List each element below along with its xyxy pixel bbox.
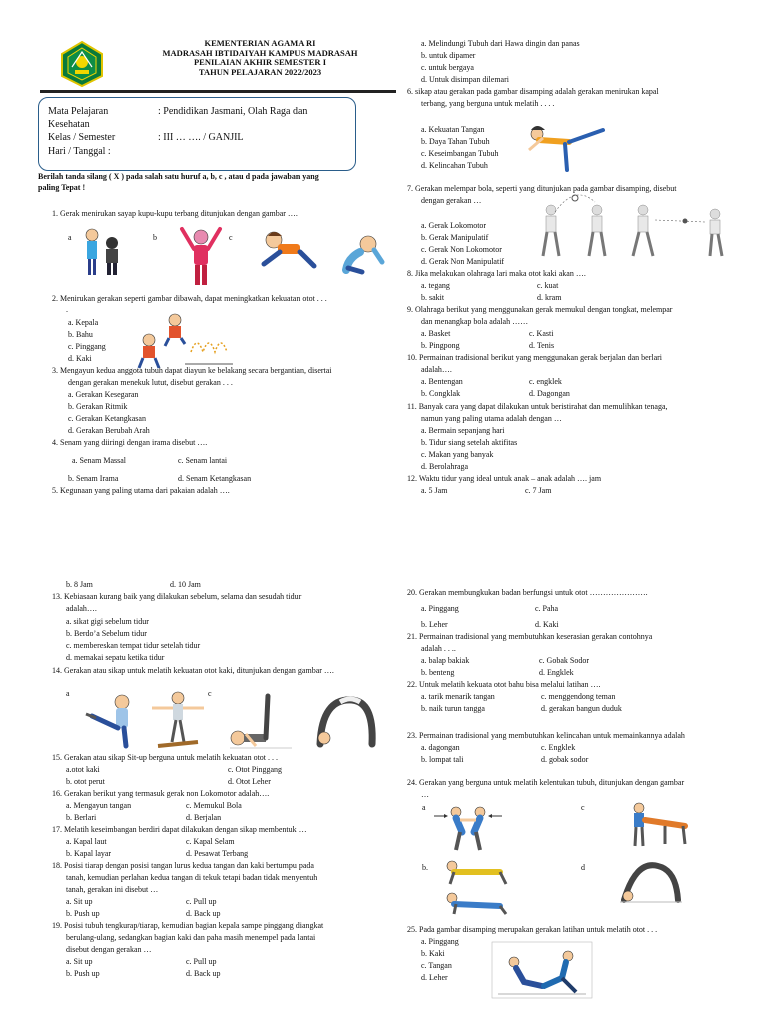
instruction-line-1: Berilah tanda silang ( X ) pada salah satu huruf a, b, c , atau d pada jawaban yang bbox=[38, 172, 319, 181]
option-line: d. memakai sepatu ketika tidur bbox=[66, 653, 165, 662]
option-line: c. Gobak Sodor bbox=[539, 656, 589, 665]
q1-figure-d bbox=[338, 228, 386, 276]
question-line: 17. Melatih keseimbangan berdiri dapat dilakukan dengan sikap membentuk … bbox=[52, 825, 307, 834]
option-line: d. Otot Leher bbox=[228, 777, 271, 786]
question-line: 14. Gerakan atau sikap untuk melatih kekuatan otot kaki, ditunjukan dengan gambar …. bbox=[52, 666, 334, 675]
option-line: d. Tenis bbox=[529, 341, 555, 350]
option-line: c. Pinggang bbox=[68, 342, 106, 351]
question-line: adalah . . .. bbox=[421, 644, 456, 653]
question-line: namun yang paling utama adalah dengan … bbox=[421, 414, 562, 423]
option-line: a. Kekuatan Tangan bbox=[421, 125, 485, 134]
question-line: . bbox=[66, 305, 68, 314]
question-line: dengan gerakan … bbox=[421, 196, 482, 205]
fig-label: a bbox=[422, 803, 426, 812]
option-line: b. Berlari bbox=[66, 813, 97, 822]
question-line: … bbox=[421, 790, 429, 799]
option-line: a. dagongan bbox=[421, 743, 460, 752]
option-line: d. gobak sodor bbox=[541, 755, 589, 764]
option-line: a. Sit up bbox=[66, 897, 93, 906]
option-line: d. Senam Ketangkasan bbox=[178, 474, 252, 483]
option-line: a. Kapal laut bbox=[66, 837, 107, 846]
fig-label: c bbox=[581, 803, 585, 812]
option-line: c. Paha bbox=[535, 604, 559, 613]
question-line: 5. Kegunaan yang paling utama dari pakaian adalah …. bbox=[52, 486, 230, 495]
fig-label: a bbox=[68, 233, 72, 242]
option-line: a. Sit up bbox=[66, 957, 93, 966]
q14-figure-a bbox=[78, 688, 140, 750]
header-line-1: KEMENTERIAN AGAMA RI bbox=[204, 38, 316, 48]
option-line: c. engklek bbox=[529, 377, 562, 386]
option-line: a. 5 Jam bbox=[421, 486, 448, 495]
question-line: 10. Permainan tradisional berikut yang menggunakan gerak berjalan dan berlari bbox=[407, 353, 663, 362]
fig-label: a bbox=[66, 689, 70, 698]
q1-figure-a bbox=[76, 225, 126, 285]
option-line: a. Gerak Lokomotor bbox=[421, 221, 487, 230]
fig-label: c bbox=[208, 689, 212, 698]
question-line: 20. Gerakan membungkukan badan berfungsi untuk otot …………………. bbox=[407, 588, 648, 597]
question-line: terbang, yang berguna untuk melatih . . . . bbox=[421, 99, 555, 108]
option-line: a. Pinggang bbox=[421, 937, 459, 946]
option-line: b. Tidur siang setelah aktifitas bbox=[421, 438, 518, 447]
kemenag-logo bbox=[58, 40, 106, 88]
question-line: 19. Posisi tubuh tengkurap/tiarap, kemudian bagian kepala sampe pinggang diangkat bbox=[52, 921, 324, 930]
question-line: dengan gerakan menekuk lutut, disebut gerakan . . . bbox=[68, 378, 233, 387]
option-line: a. Bermain sepanjang hari bbox=[421, 426, 505, 435]
option-line: d. Berolahraga bbox=[421, 462, 469, 471]
q1-figure-b bbox=[180, 225, 222, 290]
option-line: d. Dagongan bbox=[529, 389, 570, 398]
option-line: b. Berdo’a Sebelum tidur bbox=[66, 629, 147, 638]
question-line: adalah…. bbox=[66, 604, 97, 613]
option-line: b. sakit bbox=[421, 293, 445, 302]
question-line: disebut dengan gerakan … bbox=[66, 945, 152, 954]
option-line: b. Daya Tahan Tubuh bbox=[421, 137, 490, 146]
question-line: adalah…. bbox=[421, 365, 452, 374]
option-line: d. Back up bbox=[186, 969, 221, 978]
option-line: c. untuk bergaya bbox=[421, 63, 474, 72]
fig-label: b bbox=[153, 233, 157, 242]
question-line: 24. Gerakan yang berguna untuk melatih kelentukan tubuh, ditunjukan dengan gambar bbox=[407, 778, 685, 787]
header-line-4: TAHUN PELAJARAN 2022/2023 bbox=[198, 66, 322, 77]
option-line: d. Kaki bbox=[68, 354, 92, 363]
question-line: 15. Gerakan atau sikap Sit-up berguna untuk melatih kekuatan otot . . . bbox=[52, 753, 279, 762]
q24-figure-b bbox=[440, 858, 512, 918]
header-line-2: MADRASAH IBTIDAIYAH KAMPUS MADRASAH bbox=[162, 47, 358, 58]
option-line: d. Leher bbox=[421, 973, 448, 982]
option-line: a. Melindungi Tubuh dari Hawa dingin dan panas bbox=[421, 39, 580, 48]
q24-figure-c bbox=[625, 800, 695, 848]
option-line: c. Kasti bbox=[529, 329, 554, 338]
option-line: b. Congklak bbox=[421, 389, 461, 398]
question-line: 7. Gerakan melempar bola, seperti yang ditunjukan pada gambar disamping, disebut bbox=[407, 184, 677, 193]
option-line: d. Kaki bbox=[535, 620, 559, 629]
question-line: 16. Gerakan berikut yang termasuk gerak non Lokomotor adalah…. bbox=[52, 789, 270, 798]
option-line: b. naik turun tangga bbox=[421, 704, 485, 713]
option-line: a.otot kaki bbox=[66, 765, 100, 774]
question-line: 12. Waktu tidur yang ideal untuk anak – anak adalah …. jam bbox=[407, 474, 602, 483]
q1-figure-c bbox=[258, 228, 318, 273]
question-line: dan menangkap bola adalah …… bbox=[421, 317, 529, 326]
option-line: c. Tangan bbox=[421, 961, 452, 970]
option-line: a. Mengayun tangan bbox=[66, 801, 132, 810]
option-line: b. Pingpong bbox=[421, 341, 460, 350]
option-line: c. Keseimbangan Tubuh bbox=[421, 149, 499, 158]
q14-figure-b bbox=[148, 688, 210, 750]
question-line: 21. Permainan tradisional yang membutuhkan keserasian gerakan contohnya bbox=[407, 632, 653, 641]
option-line: a. Senam Massal bbox=[72, 456, 126, 465]
logo-emblem bbox=[58, 40, 106, 88]
option-line: c. kuat bbox=[537, 281, 559, 290]
option-line: a. Pinggang bbox=[421, 604, 459, 613]
instruction-line-2: paling Tepat ! bbox=[38, 183, 86, 192]
q2-figure bbox=[135, 312, 235, 368]
q7-figure bbox=[535, 192, 730, 260]
option-line: c. 7 Jam bbox=[525, 486, 552, 495]
option-line: a. Basket bbox=[421, 329, 451, 338]
hari-label: Hari / Tanggal : bbox=[48, 146, 111, 157]
header-title bbox=[125, 39, 395, 77]
question-line: 6. sikap atau gerakan pada gambar disamping adalah gerakan menirukan kapal bbox=[407, 87, 659, 96]
option-line: a. balap bakiak bbox=[421, 656, 470, 665]
option-line: c. Otot Pinggang bbox=[228, 765, 282, 774]
option-line: d. Gerakan Berubah Arah bbox=[68, 426, 150, 435]
question-line: 2. Menirukan gerakan seperti gambar dibawah, dapat meningkatkan kekuatan otot . . . bbox=[52, 294, 327, 303]
option-line: b. Push up bbox=[66, 909, 100, 918]
option-line: b. 8 Jam bbox=[66, 580, 93, 589]
mapel-label: Mata Pelajaran bbox=[48, 106, 109, 117]
question-line: 1. Gerak menirukan sayap kupu-kupu terbang ditunjukan dengan gambar …. bbox=[52, 209, 298, 218]
q24-figure-d bbox=[618, 856, 684, 904]
option-line: d. Untuk disimpan dilemari bbox=[421, 75, 509, 84]
kelas-value: : III … …. / GANJIL bbox=[158, 132, 244, 143]
option-line: c. membereskan tempat tidur setelah tidur bbox=[66, 641, 201, 650]
question-line: 18. Posisi tiarap dengan posisi tangan lurus kedua tangan dan kaki bertumpu pada bbox=[52, 861, 314, 870]
option-line: b. Bahu bbox=[68, 330, 93, 339]
option-line: c. Pull up bbox=[186, 957, 217, 966]
option-line: b. benteng bbox=[421, 668, 455, 677]
question-line: berulang-ulang, sedangkan bagian kaki dan paha masih menempel pada lantai bbox=[66, 933, 316, 942]
option-line: c. Engklek bbox=[541, 743, 576, 752]
option-line: b. otot perut bbox=[66, 777, 105, 786]
option-line: b. Leher bbox=[421, 620, 448, 629]
question-line: 9. Olahraga berikut yang menggunakan gerak memukul dengan tongkat, melempar bbox=[407, 305, 673, 314]
option-line: b. Gerak Manipulatif bbox=[421, 233, 489, 242]
option-line: c. menggendong teman bbox=[541, 692, 616, 701]
option-line: a. Kepala bbox=[68, 318, 99, 327]
option-line: b. Senam Irama bbox=[68, 474, 119, 483]
option-line: c. Senam lantai bbox=[178, 456, 228, 465]
option-line: a. tarik menarik tangan bbox=[421, 692, 495, 701]
kelas-label: Kelas / Semester bbox=[48, 132, 116, 143]
fig-label: d bbox=[581, 863, 585, 872]
option-line: b. Kapal layar bbox=[66, 849, 112, 858]
option-line: d. Berjalan bbox=[186, 813, 222, 822]
question-line: tanah, gerakan ini disebut … bbox=[66, 885, 159, 894]
question-line: 3. Mengayun kedua anggota tubuh dapat diayun ke belakang secara bergantian, disertai bbox=[52, 366, 332, 375]
option-line: c. Gerak Non Lokomotor bbox=[421, 245, 502, 254]
option-line: a. tegang bbox=[421, 281, 450, 290]
q14-figure-d bbox=[312, 688, 382, 748]
fig-label: c bbox=[229, 233, 233, 242]
option-line: a. sikat gigi sebelum tidur bbox=[66, 617, 149, 626]
option-line: c. Makan yang banyak bbox=[421, 450, 494, 459]
fig-label: b. bbox=[422, 863, 428, 872]
question-line: 13. Kebiasaan kurang baik yang dilakukan sebelum, selama dan sesudah tidur bbox=[52, 592, 302, 601]
question-line: 25. Pada gambar disamping merupakan gerakan latihan untuk melatih otot . . . bbox=[407, 925, 658, 934]
option-line: b. lompat tali bbox=[421, 755, 464, 764]
option-line: d. gerakan bangun duduk bbox=[541, 704, 622, 713]
question-line: 23. Permainan tradisional yang membutuhkan kelincahan untuk memainkannya adalah bbox=[407, 731, 685, 740]
question-line: 4. Senam yang diiringi dengan irama disebut …. bbox=[52, 438, 208, 447]
option-line: d. 10 Jam bbox=[170, 580, 201, 589]
option-line: c. Pull up bbox=[186, 897, 217, 906]
q6-figure bbox=[525, 120, 607, 172]
header-rule bbox=[40, 90, 396, 93]
option-line: d. kram bbox=[537, 293, 562, 302]
mapel-value: : Pendidikan Jasmani, Olah Raga dan bbox=[158, 106, 308, 117]
option-line: a. Bentengan bbox=[421, 377, 463, 386]
header-line-3: PENILAIAN AKHIR SEMESTER I bbox=[193, 57, 326, 68]
option-line: d. Back up bbox=[186, 909, 221, 918]
question-line: 22. Untuk melatih kekuata otot bahu bisa melalui latihan …. bbox=[407, 680, 601, 689]
option-line: d. Kelincahan Tubuh bbox=[421, 161, 488, 170]
option-line: c. Memukul Bola bbox=[186, 801, 242, 810]
q25-figure bbox=[492, 942, 592, 998]
option-line: d. Gerak Non Manipulatif bbox=[421, 257, 505, 266]
question-line: tanah, kemudian perlahan kedua tangan di tekuk tetapi badan tidak menyentuh bbox=[66, 873, 318, 882]
option-line: b. Kaki bbox=[421, 949, 445, 958]
q24-figure-a bbox=[432, 802, 504, 852]
option-line: c. Gerakan Ketangkasan bbox=[68, 414, 146, 423]
q14-figure-c bbox=[228, 686, 294, 752]
mapel-continued: Kesehatan bbox=[48, 119, 90, 130]
option-line: c. Kapal Selam bbox=[186, 837, 235, 846]
question-line: 8. Jika melakukan olahraga lari maka otot kaki akan …. bbox=[407, 269, 586, 278]
option-line: b. Push up bbox=[66, 969, 100, 978]
option-line: d. Engklek bbox=[539, 668, 574, 677]
option-line: a. Gerakan Kesegaran bbox=[68, 390, 139, 399]
option-line: b. Gerakan Ritmik bbox=[68, 402, 128, 411]
option-line: b. untuk dipamer bbox=[421, 51, 476, 60]
option-line: d. Pesawat Terbang bbox=[186, 849, 249, 858]
question-line: 11. Banyak cara yang dapat dilakukan untuk beristirahat dan memulihkan tenaga, bbox=[407, 402, 668, 411]
